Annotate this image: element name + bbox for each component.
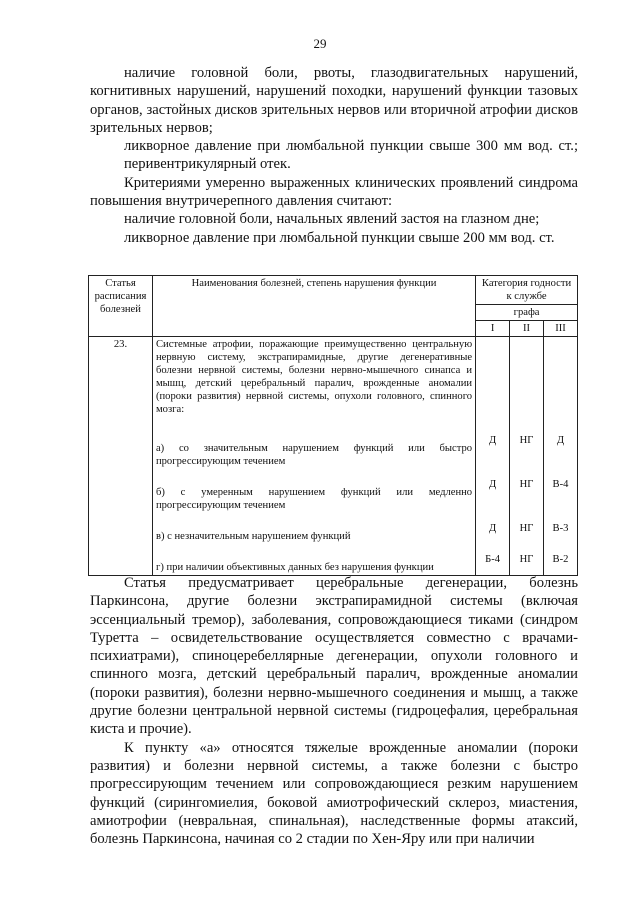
table-header-row xyxy=(89,276,578,305)
paragraph: перивентрикулярный отек. xyxy=(124,156,291,173)
header-graph: графа xyxy=(476,305,578,321)
header-category: Категория годности к службе xyxy=(476,276,578,305)
table-cell-col-1 xyxy=(476,337,510,576)
table-cell-description xyxy=(152,337,475,576)
disease-schedule-table xyxy=(88,275,578,576)
table-cell-col-2 xyxy=(510,337,544,576)
article-intro: Системные атрофии, поражающие преимущественно центральную нервную систему, экстрапирамидные, другие дегенеративные болезни нервной системы, болезни нервно-мышечного синапса и мышц, детский церебральный паралич, врожденные аномалии (пороки развития) нервной системы, опухоли головного, спинного мозга: xyxy=(155,339,473,415)
table-row xyxy=(89,337,578,576)
row-v-c2: НГ xyxy=(519,523,534,534)
paragraph: наличие головной боли, рвоты, глазодвигательных нарушений, когнитивных нарушений, нарушений походки, нарушений функции тазовых органов, застойных дисков зрительных нервов или вторичной атрофии дисков зрительных нервов; xyxy=(90,65,578,136)
header-col-2: II xyxy=(510,321,544,337)
header-article: Статья расписания болезней xyxy=(89,276,153,337)
row-a-text: а) со значительным нарушением функций или быстро прогрессирующим течением xyxy=(155,443,473,467)
page-number: 29 xyxy=(313,36,327,51)
paragraph: Статья предусматривает церебральные дегенерации, болезнь Паркинсона, другие болезни экстрапирамидной системы (включая эссенциальный тремор), заболевания, сопровождающиеся тиками (синдром Туретта – освидетельствование осуществляется совместно с врачами-психиатрами), спиноцеребеллярные дегенерации, опухоли головного и спинного мозга, детский церебральный паралич, врожденные аномалии (пороки развития), болезни нервно-мышечного соединения и мышц, а также другие болезни центральной нервной системы (гидроцефалия, церебральная киста и прочие). xyxy=(90,575,578,738)
row-v-c1: Д xyxy=(488,523,497,534)
header-names: Наименования болезней, степень нарушения функции xyxy=(152,276,475,337)
article-number: 23. xyxy=(89,337,153,576)
row-b-c3: В-4 xyxy=(552,479,569,490)
row-b-c1: Д xyxy=(488,479,497,490)
row-a-c1: Д xyxy=(488,435,497,446)
paragraph: наличие головной боли, начальных явлений застоя на глазном дне; xyxy=(124,211,540,228)
paragraph: ликворное давление при люмбальной пункции свыше 300 мм вод. ст.; xyxy=(124,138,578,155)
header-col-3: III xyxy=(544,321,578,337)
paragraph: К пункту «а» относятся тяжелые врожденные аномалии (пороки развития) и болезни нервной системы, а также болезни с быстро прогрессирующим течением или сопровождающиеся резким нарушением функций (сирингомиелия, боковой амиотрофический склероз, миастения, амиотрофии (невральная, спинальная), наследственные формы атаксий, болезнь Паркинсона, начиная со 2 стадии по Хен-Яру или при наличии xyxy=(90,739,578,848)
paragraph: Критериями умеренно выраженных клинических проявлений синдрома повышения внутричерепного давления считают: xyxy=(90,174,578,210)
row-b-c2: НГ xyxy=(519,479,534,490)
row-g-c2: НГ xyxy=(519,554,534,565)
row-g-text: г) при наличии объективных данных без нарушения функции xyxy=(155,562,434,573)
table-cell-col-3 xyxy=(544,337,578,576)
paragraph: ликворное давление при люмбальной пункции свыше 200 мм вод. ст. xyxy=(124,229,555,246)
row-g-c3: В-2 xyxy=(552,554,569,565)
row-b-text: б) с умеренным нарушением функций или медленно прогрессирующим течением xyxy=(155,487,473,511)
header-col-1: I xyxy=(476,321,510,337)
row-a-c2: НГ xyxy=(519,435,534,446)
row-v-text: в) с незначительным нарушением функций xyxy=(155,531,351,542)
bottom-text-block xyxy=(90,574,578,848)
top-text-block xyxy=(90,64,578,247)
row-a-c3: Д xyxy=(556,435,565,446)
row-g-c1: Б-4 xyxy=(485,554,501,565)
row-v-c3: В-3 xyxy=(552,523,569,534)
